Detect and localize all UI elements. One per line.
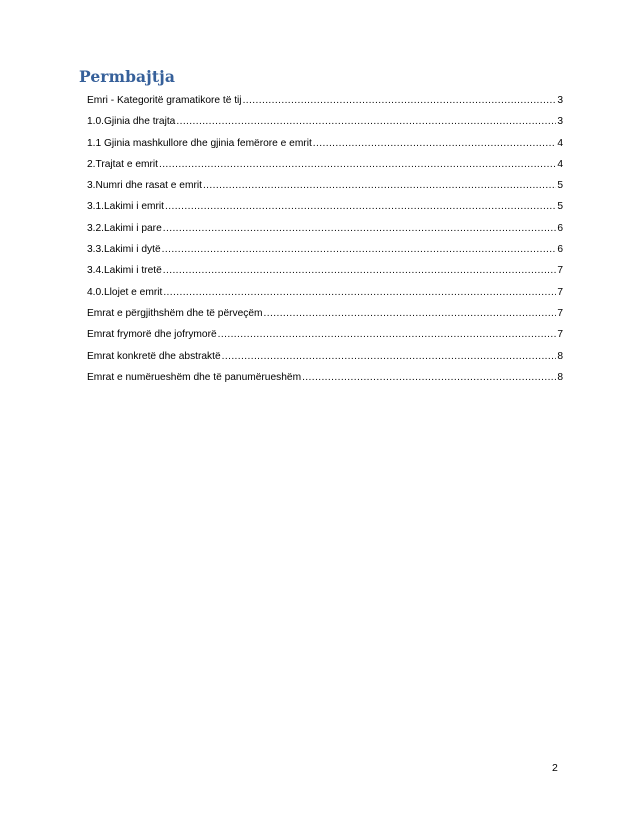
toc-entry[interactable] [87,115,563,136]
toc-dot-leader [203,179,556,193]
toc-dot-leader [165,200,556,214]
toc-entry-page: 4 [557,137,563,149]
toc-dot-leader [176,115,556,129]
toc-entry-title: 3.3.Lakimi i dytë [87,244,161,256]
toc-entry-title: 3.1.Lakimi i emrit [87,201,164,213]
toc-entry[interactable] [87,222,563,243]
toc-entry-title: 2.Trajtat e emrit [87,158,158,170]
toc-dot-leader [163,222,557,236]
toc-entry[interactable] [87,286,563,307]
page-number: 2 [552,762,558,774]
toc-entry[interactable] [87,94,563,115]
toc-entry[interactable] [87,200,563,221]
toc-entry-title: Emrat e numërueshëm dhe të panumërueshëm [87,371,302,383]
toc-entry-title: 3.2.Lakimi i pare [87,222,162,234]
toc-entry[interactable] [87,137,563,158]
toc-entry-page: 5 [557,201,563,213]
toc-entry-page: 7 [557,265,563,277]
toc-dot-leader [159,158,556,172]
toc-entry-title: 1.0.Gjinia dhe trajta [87,116,176,128]
toc-entry-page: 7 [557,307,563,319]
toc-heading: Permbajtja [79,67,175,86]
toc-entry-page: 6 [557,222,563,234]
toc-entry-title: 3.4.Lakimi i tretë [87,265,162,277]
toc-entry-title: 1.1 Gjinia mashkullore dhe gjinia femërore e emrit [87,137,312,149]
toc-entry-title: Emrat konkretë dhe abstraktë [87,350,221,362]
toc-dot-leader [243,94,557,108]
toc-dot-leader [218,328,557,342]
toc-entry-title: Emri - Kategoritë gramatikore të tij [87,95,242,106]
toc-dot-leader [162,243,557,257]
toc-entry-page: 4 [557,158,563,170]
toc-entry[interactable] [87,307,563,328]
toc-entry[interactable] [87,158,563,179]
toc-entry-page: 6 [557,244,563,256]
toc-entry[interactable] [87,243,563,264]
toc-entry[interactable] [87,328,563,349]
toc-entry-page: 3 [557,95,563,106]
toc-entry-title: 3.Numri dhe rasat e emrit [87,180,202,192]
toc-entry-page: 7 [557,329,563,341]
toc-entry-page: 8 [557,371,563,383]
toc-entry[interactable] [87,350,563,371]
toc-dot-leader [264,307,557,321]
toc-entry[interactable] [87,264,563,285]
toc-entry[interactable] [87,371,563,392]
toc-dot-leader [163,264,557,278]
toc-entry-title: 4.0.Llojet e emrit [87,286,163,298]
toc-entry-page: 8 [557,350,563,362]
toc-entry-page: 3 [557,116,563,128]
toc-entry[interactable] [87,179,563,200]
toc-entry-title: Emrat e përgjithshëm dhe të përveçëm [87,307,263,319]
toc-dot-leader [313,137,557,151]
toc-dot-leader [163,286,556,300]
toc-dot-leader [222,350,557,364]
toc-entry-page: 5 [557,180,563,192]
toc-entry-page: 7 [557,286,563,298]
toc-entry-title: Emrat frymorë dhe jofrymorë [87,329,217,341]
table-of-contents [87,94,563,392]
toc-dot-leader [302,371,556,385]
